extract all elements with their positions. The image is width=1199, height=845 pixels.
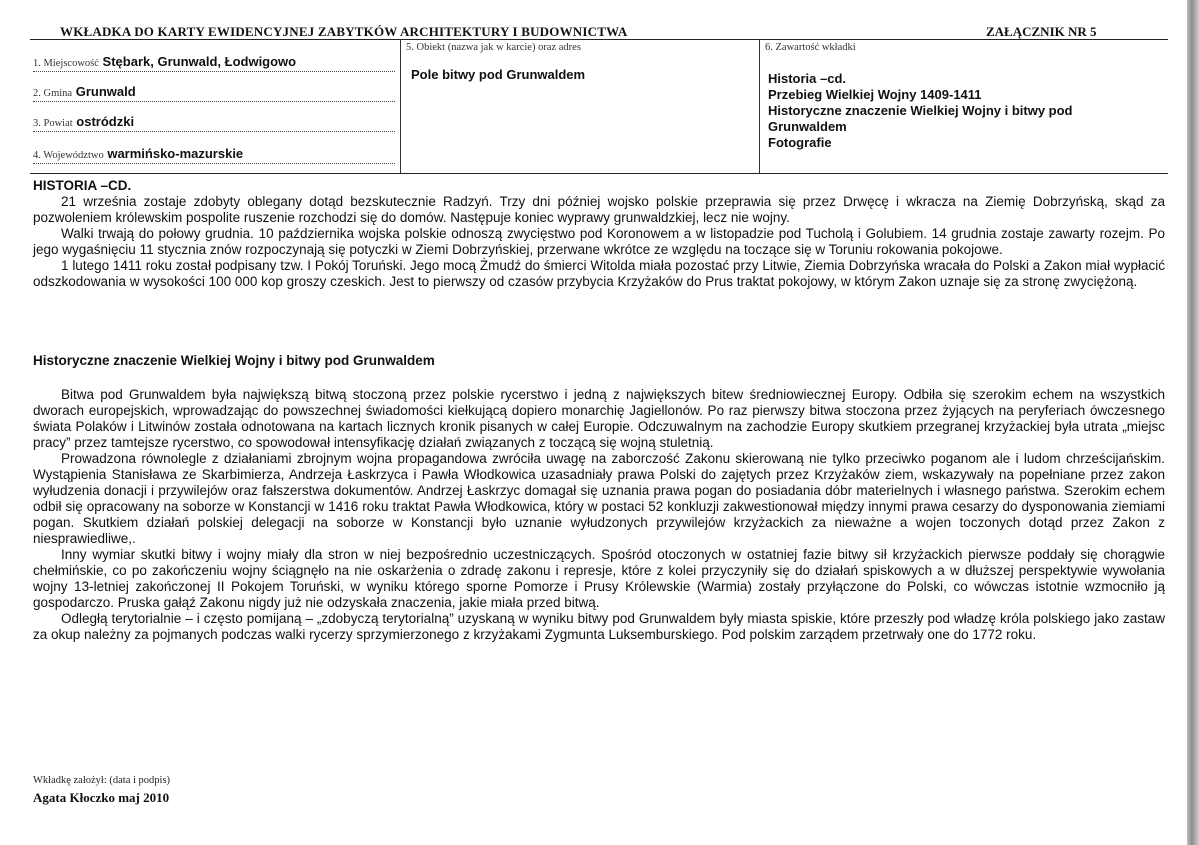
scan-edge xyxy=(1187,0,1199,845)
field-commune-value: Grunwald xyxy=(75,84,136,99)
significance-paragraph: Inny wymiar skutki bitwy i wojny miały dla stron w niej bezpośrednio uczestniczących. Spośród otoczonych w ostatniej fazie bitwy sił krzyżackich pierwsze poddały się chorągwie chełmińskie, co po zakończeniu wojny ściągnęło na nie oskarżenia o zdradę zakonu i represje, które z kolei przyczyniły się do działań spiskowych a w dłuższej perspektywie wywołania wojny 13-letniej zakończonej II Pokojem Toruński, w wyniku którego sporne Pomorze i Prusy Królewskie (Warmia) zostały przyłączone do Polski, co wówczas istotnie wzmocniło ją gospodarczo. Pruska gałąź Zakonu nigdy już nie odzyskała znaczenia, jakie miała przed bitwą. xyxy=(33,547,1165,610)
field-county xyxy=(33,113,395,132)
header-rule xyxy=(30,39,1168,40)
field-county-label: 3. Powiat xyxy=(33,118,73,129)
contents-item: Grunwaldem xyxy=(768,119,847,134)
contents-item: Przebieg Wielkiej Wojny 1409-1411 xyxy=(768,87,982,102)
footer-author: Agata Kłoczko maj 2010 xyxy=(33,790,170,805)
field-locality-label: 1. Miejscowość xyxy=(33,58,99,69)
field-voivodeship xyxy=(33,145,395,164)
significance-paragraph: Odległą terytorialnie – i często pomijaną – „zdobyczą terytorialną” uzyskaną w wyniku bitwy pod Grunwaldem były miasta spiskie, które przeszły pod władzę króla polskiego jako zastaw za okup należny za pojmanych podczas walki rycerzy sprzymierzonego z krzyżakami Zygmunta Luksemburskiego. Pod polskim zarządem przetrwały one do 1772 roku. xyxy=(33,611,1165,642)
contents-label: 6. Zawartość wkładki xyxy=(765,42,856,53)
field-locality-value: Stębark, Grunwald, Łodwigowo xyxy=(102,54,297,69)
annex-number: ZAŁĄCZNIK NR 5 xyxy=(986,24,1097,39)
document-title: WKŁADKA DO KARTY EWIDENCYJNEJ ZABYTKÓW ARCHITEKTURY I BUDOWNICTWA xyxy=(60,24,628,39)
field-commune xyxy=(33,83,395,102)
significance-heading: Historyczne znaczenie Wielkiej Wojny i bitwy pod Grunwaldem xyxy=(33,353,435,368)
field-commune-label: 2. Gmina xyxy=(33,88,73,99)
history-paragraph: 1 lutego 1411 roku został podpisany tzw. I Pokój Toruński. Jego mocą Żmudź do śmierci Witolda miała pozostać przy Litwie, Ziemia Dobrzyńska wracała do Polski a Zakon miał wypłacić odszkodowania w wysokości 100 000 kop groszy czeskich. Jest to pierwszy od czasów przybycia Krzyżaków do Prus traktat pokojowy, w którym Zakon uznaje się za stronę zwyciężoną. xyxy=(33,258,1165,289)
history-body xyxy=(33,194,1165,290)
contents-item: Historia –cd. xyxy=(768,71,847,86)
significance-paragraph: Bitwa pod Grunwaldem była największą bitwą stoczoną przez polskie rycerstwo i jedną z największych bitew średniowiecznej Europy. Odbiła się szerokim echem na wszystkich dworach europejskich, wprowadzając do powszechnej świadomości kiełkującą dopiero monarchię Jagiellonów. Po raz pierwszy bitwa stoczona przez żyjących na peryferiach ówczesnego świata Polaków i Litwinów została odnotowana na kartach licznych kronik pisanych w całej Europie. Odczuwalnym na zachodzie Europy skutkiem przegranej krzyżackiej była utrata „miejsc pracy” przez tamtejsze rycerstwo, co spowodował intensyfikację działań związanych z toczącą się wojną stuletnią. xyxy=(33,387,1165,450)
field-voivodeship-value: warmińsko-mazurskie xyxy=(107,146,244,161)
field-locality xyxy=(33,53,395,72)
history-heading: HISTORIA –CD. xyxy=(33,178,132,193)
column-divider-right xyxy=(759,40,760,173)
history-paragraph: 21 września zostaje zdobyty oblegany dotąd bezskutecznie Radzyń. Trzy dni później wojsko polskie przeprawia się przez Drwęcę i wkracza na Ziemię Dobrzyńską, skąd za pozwoleniem królewskim pospolite ruszenie rozchodzi się do domów. Następuje koniec wyprawy grunwaldzkiej, lecz nie wojny. xyxy=(33,194,1165,225)
history-paragraph: Walki trwają do połowy grudnia. 10 października wojska polskie odnoszą zwycięstwo pod Koronowem a w listopadzie pod Tucholą i Golubiem. 14 grudnia zostaje zawarty rozejm. Po jego wygaśnięciu 11 stycznia znów rozpoczynają się potyczki w Ziemi Dobrzyńskiej, przerwane wkrótce ze względu na toczące się w Toruniu rokowania pokojowe. xyxy=(33,226,1165,257)
object-value: Pole bitwy pod Grunwaldem xyxy=(411,67,586,82)
contents-item: Historyczne znaczenie Wielkiej Wojny i bitwy pod xyxy=(768,103,1073,118)
contents-item: Fotografie xyxy=(768,135,832,150)
contents-list xyxy=(768,71,1148,151)
form-bottom-rule xyxy=(30,173,1168,174)
significance-body xyxy=(33,387,1165,643)
object-label: 5. Obiekt (nazwa jak w karcie) oraz adres xyxy=(406,42,581,53)
field-voivodeship-label: 4. Województwo xyxy=(33,150,104,161)
significance-paragraph: Prowadzona równolegle z działaniami zbrojnym wojna propagandowa zwróciła uwagę na zaborczość Zakonu skierowaną nie tylko przeciwko poganom ale i ludom chrześcijańskim. Wystąpienia Stanisława ze Skarbimierza, Andrzeja Łaskrzyca i Pawła Włodkowica uzasadniały prawa Polski do zajętych przez Krzyżaków ziem, wskazywały na popełniane przez zakon wyłudzenia donacji i przywilejów oraz fałszerstwa dokumentów. Andrzej Łaskrzyc domagał się uznania prawa pogan do posiadania dóbr materielnych i własnego państwa. Szerokim echem odbił się opracowany na soborze w Konstancji w 1416 roku traktat Pawła Włodkowica, który w postaci 52 konkluzji zakwestionował między innymi prawa cesarzy do dysponowania ziemiami pogan. Skutkiem działań polskiej delegacji na soborze w Konstancji było uznanie wyłudzonych przywilejów krzyżackich za nieważne a wojen toczonych dotąd przez Zakon z niesprawiedliwe,. xyxy=(33,451,1165,546)
field-county-value: ostródzki xyxy=(76,114,135,129)
footer-label: Wkładkę założył: (data i podpis) xyxy=(33,775,171,786)
column-divider-left xyxy=(400,40,401,173)
